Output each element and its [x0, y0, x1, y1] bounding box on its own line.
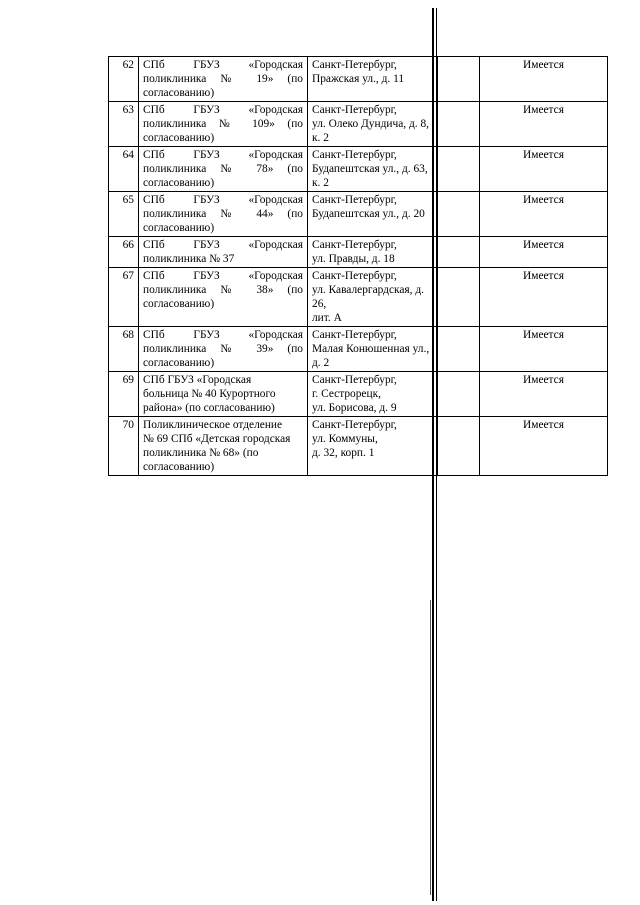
table-body	[109, 57, 608, 476]
scan-artifact-line	[436, 8, 437, 901]
institution-name-line: СПб ГБУЗ «Городская	[143, 239, 303, 251]
address-line: Санкт-Петербург,	[312, 419, 397, 431]
institution-name-line: поликлиника № 109» (по	[143, 118, 303, 130]
empty-cell	[438, 192, 480, 237]
row-number: 67	[109, 268, 139, 327]
institution-address	[308, 192, 438, 237]
availability-status: Имеется	[480, 327, 608, 372]
institution-name-line: СПб ГБУЗ «Городская	[143, 329, 303, 341]
address-line: Пражская ул., д. 11	[312, 73, 405, 85]
institution-address	[308, 327, 438, 372]
institution-name-line: поликлиника № 37	[143, 253, 235, 265]
address-line: Малая Конюшенная ул., д. 2	[312, 343, 430, 369]
table-row	[109, 147, 608, 192]
institution-name	[139, 102, 308, 147]
address-line: ул. Борисова, д. 9	[312, 402, 397, 414]
availability-status: Имеется	[480, 372, 608, 417]
institution-name-line: СПб ГБУЗ «Городская	[143, 194, 303, 206]
institution-name-line: поликлиника № 19» (по	[143, 73, 303, 85]
availability-status: Имеется	[480, 147, 608, 192]
institution-name-line: больница № 40 Курортного	[143, 388, 276, 400]
row-number: 63	[109, 102, 139, 147]
address-line: ул. Кавалергардская, д. 26,	[312, 284, 425, 310]
table-row	[109, 327, 608, 372]
availability-status: Имеется	[480, 268, 608, 327]
institutions-table	[108, 56, 608, 476]
institution-name-line: поликлиника № 38» (по	[143, 284, 303, 296]
institution-address	[308, 147, 438, 192]
table-row	[109, 417, 608, 476]
address-line: ул. Правды, д. 18	[312, 253, 395, 265]
address-line: ул. Коммуны,	[312, 433, 378, 445]
address-line: Санкт-Петербург,	[312, 59, 397, 71]
institution-name-line: № 69 СПб «Детская городская	[143, 433, 291, 445]
institution-name	[139, 192, 308, 237]
institution-name-line: согласованию)	[143, 357, 215, 369]
institution-name-line: согласованию)	[143, 461, 215, 473]
institution-address	[308, 57, 438, 102]
institution-address	[308, 102, 438, 147]
institution-name	[139, 268, 308, 327]
table-row	[109, 57, 608, 102]
address-line: Санкт-Петербург,	[312, 374, 397, 386]
institution-name-line: согласованию)	[143, 177, 215, 189]
institution-name-line: согласованию)	[143, 132, 215, 144]
availability-status: Имеется	[480, 192, 608, 237]
institution-name-line: согласованию)	[143, 298, 215, 310]
address-line: Будапештская ул., д. 20	[312, 208, 425, 220]
institution-address	[308, 417, 438, 476]
row-number: 69	[109, 372, 139, 417]
institution-name	[139, 372, 308, 417]
institution-name	[139, 237, 308, 268]
address-line: Санкт-Петербург,	[312, 329, 397, 341]
address-line: Санкт-Петербург,	[312, 194, 397, 206]
institution-name-line: согласованию)	[143, 87, 215, 99]
table-row	[109, 268, 608, 327]
institution-name-line: поликлиника № 68» (по	[143, 447, 259, 459]
institution-name-line: района» (по согласованию)	[143, 402, 275, 414]
address-line: г. Сестрорецк,	[312, 388, 381, 400]
address-line: ул. Олеко Дундича, д. 8, к. 2	[312, 118, 430, 144]
empty-cell	[438, 327, 480, 372]
institution-name-line: поликлиника № 44» (по	[143, 208, 303, 220]
empty-cell	[438, 102, 480, 147]
availability-status: Имеется	[480, 102, 608, 147]
institution-name-line: СПб ГБУЗ «Городская	[143, 104, 303, 116]
row-number: 64	[109, 147, 139, 192]
address-line: лит. А	[312, 312, 342, 324]
institution-name-line: СПб ГБУЗ «Городская	[143, 149, 303, 161]
table-row	[109, 237, 608, 268]
scan-artifact-line	[432, 8, 434, 901]
institution-name-line: СПб ГБУЗ «Городская	[143, 270, 303, 282]
table-row	[109, 372, 608, 417]
empty-cell	[438, 268, 480, 327]
institution-name-line: поликлиника № 39» (по	[143, 343, 303, 355]
institution-name	[139, 147, 308, 192]
institution-name-line: Поликлиническое отделение	[143, 419, 283, 431]
row-number: 62	[109, 57, 139, 102]
availability-status: Имеется	[480, 237, 608, 268]
address-line: Санкт-Петербург,	[312, 104, 397, 116]
table-row	[109, 192, 608, 237]
table-row	[109, 102, 608, 147]
institution-name-line: СПб ГБУЗ «Городская	[143, 59, 303, 71]
address-line: Санкт-Петербург,	[312, 149, 397, 161]
address-line: д. 32, корп. 1	[312, 447, 375, 459]
address-line: Санкт-Петербург,	[312, 270, 397, 282]
row-number: 68	[109, 327, 139, 372]
address-line: Будапештская ул., д. 63, к. 2	[312, 163, 428, 189]
scan-artifact-line	[430, 600, 431, 895]
availability-status: Имеется	[480, 57, 608, 102]
empty-cell	[438, 57, 480, 102]
availability-status: Имеется	[480, 417, 608, 476]
institution-name-line: поликлиника № 78» (по	[143, 163, 303, 175]
address-line: Санкт-Петербург,	[312, 239, 397, 251]
institution-name	[139, 327, 308, 372]
institution-name-line: СПб ГБУЗ «Городская	[143, 374, 252, 386]
empty-cell	[438, 147, 480, 192]
empty-cell	[438, 417, 480, 476]
institution-name-line: согласованию)	[143, 222, 215, 234]
empty-cell	[438, 237, 480, 268]
institution-address	[308, 268, 438, 327]
row-number: 65	[109, 192, 139, 237]
row-number: 66	[109, 237, 139, 268]
institution-name	[139, 57, 308, 102]
empty-cell	[438, 372, 480, 417]
row-number: 70	[109, 417, 139, 476]
institution-name	[139, 417, 308, 476]
institution-address	[308, 372, 438, 417]
institution-address	[308, 237, 438, 268]
